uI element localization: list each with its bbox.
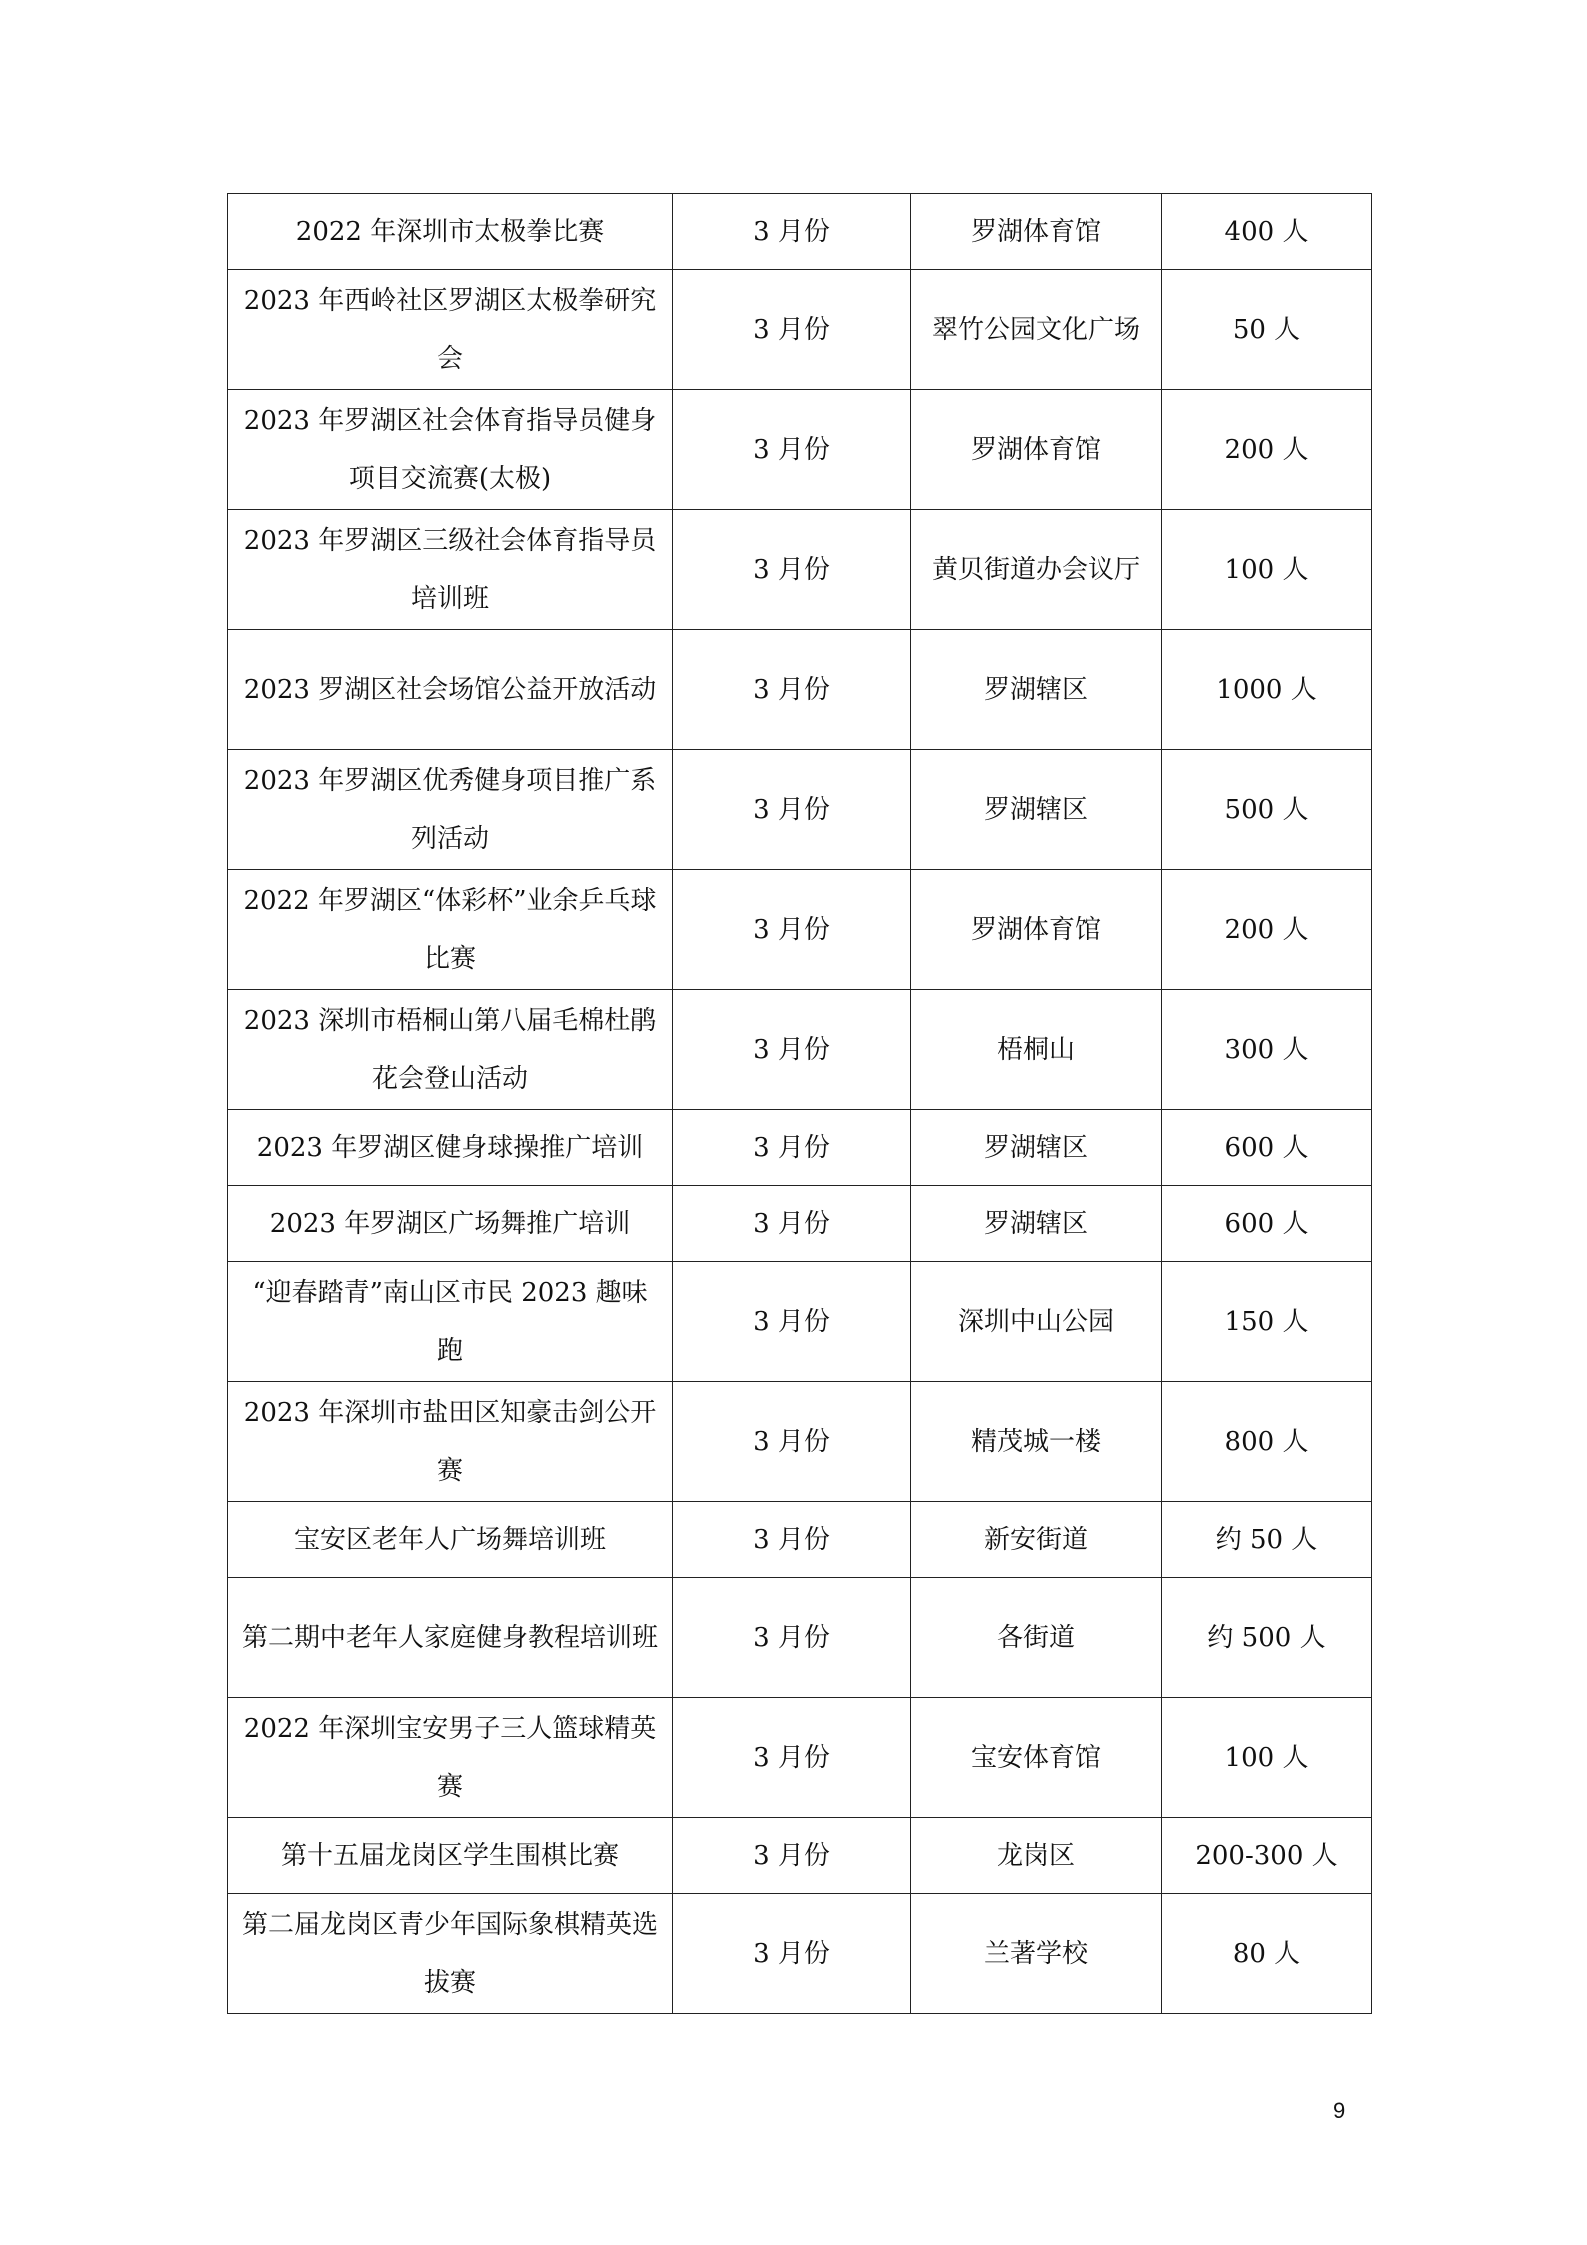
participant-count-cell: 600 人 [1162,1186,1372,1262]
event-time-cell: 3 月份 [673,750,911,870]
events-table [227,193,1372,2014]
table-row [228,750,1372,870]
event-name-cell: 2023 年罗湖区健身球操推广培训 [228,1110,673,1186]
event-place-cell: 罗湖辖区 [911,750,1162,870]
table-row [228,1262,1372,1382]
event-place-cell: 深圳中山公园 [911,1262,1162,1382]
event-time-cell: 3 月份 [673,870,911,990]
table-row [228,630,1372,750]
event-time-cell: 3 月份 [673,1110,911,1186]
event-name-cell: 2022 年深圳市太极拳比赛 [228,194,673,270]
participant-count-cell: 200 人 [1162,870,1372,990]
event-name-cell: 2023 年罗湖区广场舞推广培训 [228,1186,673,1262]
participant-count-cell: 200 人 [1162,390,1372,510]
table-row [228,390,1372,510]
participant-count-cell: 100 人 [1162,510,1372,630]
event-time-cell: 3 月份 [673,390,911,510]
participant-count-cell: 600 人 [1162,1110,1372,1186]
event-name-cell: 宝安区老年人广场舞培训班 [228,1502,673,1578]
table-row [228,1698,1372,1818]
event-time-cell: 3 月份 [673,1262,911,1382]
event-name-cell: 2023 年罗湖区社会体育指导员健身项目交流赛(太极) [228,390,673,510]
table-row [228,1110,1372,1186]
event-time-cell: 3 月份 [673,270,911,390]
event-time-cell: 3 月份 [673,1578,911,1698]
table-row [228,510,1372,630]
event-name-cell: 2022 年深圳宝安男子三人篮球精英赛 [228,1698,673,1818]
table-row [228,1502,1372,1578]
table-row [228,870,1372,990]
event-place-cell: 宝安体育馆 [911,1698,1162,1818]
event-name-cell: 2023 年罗湖区优秀健身项目推广系列活动 [228,750,673,870]
event-time-cell: 3 月份 [673,1698,911,1818]
table-row [228,1818,1372,1894]
event-place-cell: 罗湖辖区 [911,1186,1162,1262]
event-name-cell: 2023 年深圳市盐田区知豪击剑公开赛 [228,1382,673,1502]
event-place-cell: 梧桐山 [911,990,1162,1110]
participant-count-cell: 300 人 [1162,990,1372,1110]
event-name-cell: “迎春踏青”南山区市民 2023 趣味跑 [228,1262,673,1382]
table-row [228,270,1372,390]
participant-count-cell: 800 人 [1162,1382,1372,1502]
event-name-cell: 第二期中老年人家庭健身教程培训班 [228,1578,673,1698]
participant-count-cell: 150 人 [1162,1262,1372,1382]
table-row [228,990,1372,1110]
event-name-cell: 2023 罗湖区社会场馆公益开放活动 [228,630,673,750]
event-time-cell: 3 月份 [673,1502,911,1578]
event-place-cell: 罗湖辖区 [911,1110,1162,1186]
event-time-cell: 3 月份 [673,1186,911,1262]
event-time-cell: 3 月份 [673,990,911,1110]
table-row [228,1186,1372,1262]
events-table-body [228,194,1372,2014]
event-place-cell: 翠竹公园文化广场 [911,270,1162,390]
table-row [228,1578,1372,1698]
event-place-cell: 罗湖体育馆 [911,870,1162,990]
event-time-cell: 3 月份 [673,630,911,750]
page-number: 9 [1333,2098,1346,2123]
event-place-cell: 各街道 [911,1578,1162,1698]
participant-count-cell: 约 500 人 [1162,1578,1372,1698]
event-time-cell: 3 月份 [673,1894,911,2014]
participant-count-cell: 100 人 [1162,1698,1372,1818]
participant-count-cell: 50 人 [1162,270,1372,390]
event-time-cell: 3 月份 [673,194,911,270]
table-row [228,1894,1372,2014]
event-place-cell: 罗湖体育馆 [911,390,1162,510]
table-row [228,194,1372,270]
event-time-cell: 3 月份 [673,1382,911,1502]
participant-count-cell: 400 人 [1162,194,1372,270]
participant-count-cell: 约 50 人 [1162,1502,1372,1578]
event-time-cell: 3 月份 [673,510,911,630]
event-name-cell: 2022 年罗湖区“体彩杯”业余乒乓球比赛 [228,870,673,990]
event-place-cell: 新安街道 [911,1502,1162,1578]
event-place-cell: 黄贝街道办会议厅 [911,510,1162,630]
event-name-cell: 2023 年西岭社区罗湖区太极拳研究会 [228,270,673,390]
event-time-cell: 3 月份 [673,1818,911,1894]
event-place-cell: 兰著学校 [911,1894,1162,2014]
participant-count-cell: 200-300 人 [1162,1818,1372,1894]
event-place-cell: 罗湖辖区 [911,630,1162,750]
participant-count-cell: 80 人 [1162,1894,1372,2014]
event-name-cell: 第十五届龙岗区学生围棋比赛 [228,1818,673,1894]
event-place-cell: 龙岗区 [911,1818,1162,1894]
event-place-cell: 精茂城一楼 [911,1382,1162,1502]
participant-count-cell: 500 人 [1162,750,1372,870]
event-name-cell: 第二届龙岗区青少年国际象棋精英选拔赛 [228,1894,673,2014]
table-row [228,1382,1372,1502]
participant-count-cell: 1000 人 [1162,630,1372,750]
event-place-cell: 罗湖体育馆 [911,194,1162,270]
event-name-cell: 2023 深圳市梧桐山第八届毛棉杜鹃花会登山活动 [228,990,673,1110]
event-name-cell: 2023 年罗湖区三级社会体育指导员培训班 [228,510,673,630]
